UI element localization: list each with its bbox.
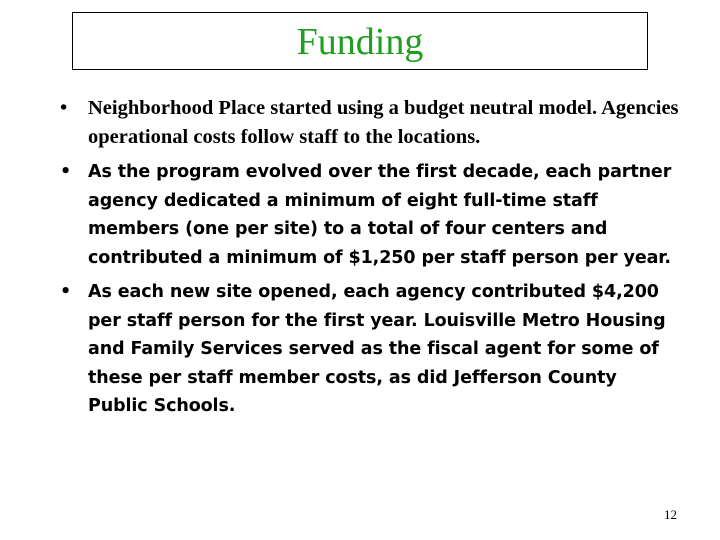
bullet-list (60, 94, 680, 427)
bullet-icon: • (60, 97, 68, 119)
bullet-text: Neighborhood Place started using a budget neutral model. Agencies operational costs follow staff to the locations. (88, 97, 679, 148)
bullet-text: As each new site opened, each agency contributed $4,200 per staff person for the first year. Louisville Metro Housing and Family Services served as the fiscal agent for some of these per staff member costs, as did Jefferson County Public Schools. (88, 282, 666, 416)
slide-title: Funding (296, 21, 424, 63)
bullet-item (60, 158, 680, 272)
title-box (72, 12, 648, 70)
page-number: 12 (664, 507, 677, 522)
bullet-item (60, 278, 680, 421)
bullet-icon: • (60, 282, 72, 302)
bullet-item (60, 94, 680, 152)
bullet-text: As the program evolved over the first decade, each partner agency dedicated a minimum of eight full-time staff members (one per site) to a total of four centers and contributed a minimum of $1,250 per staff person per year. (88, 162, 672, 268)
bullet-icon: • (60, 162, 72, 182)
